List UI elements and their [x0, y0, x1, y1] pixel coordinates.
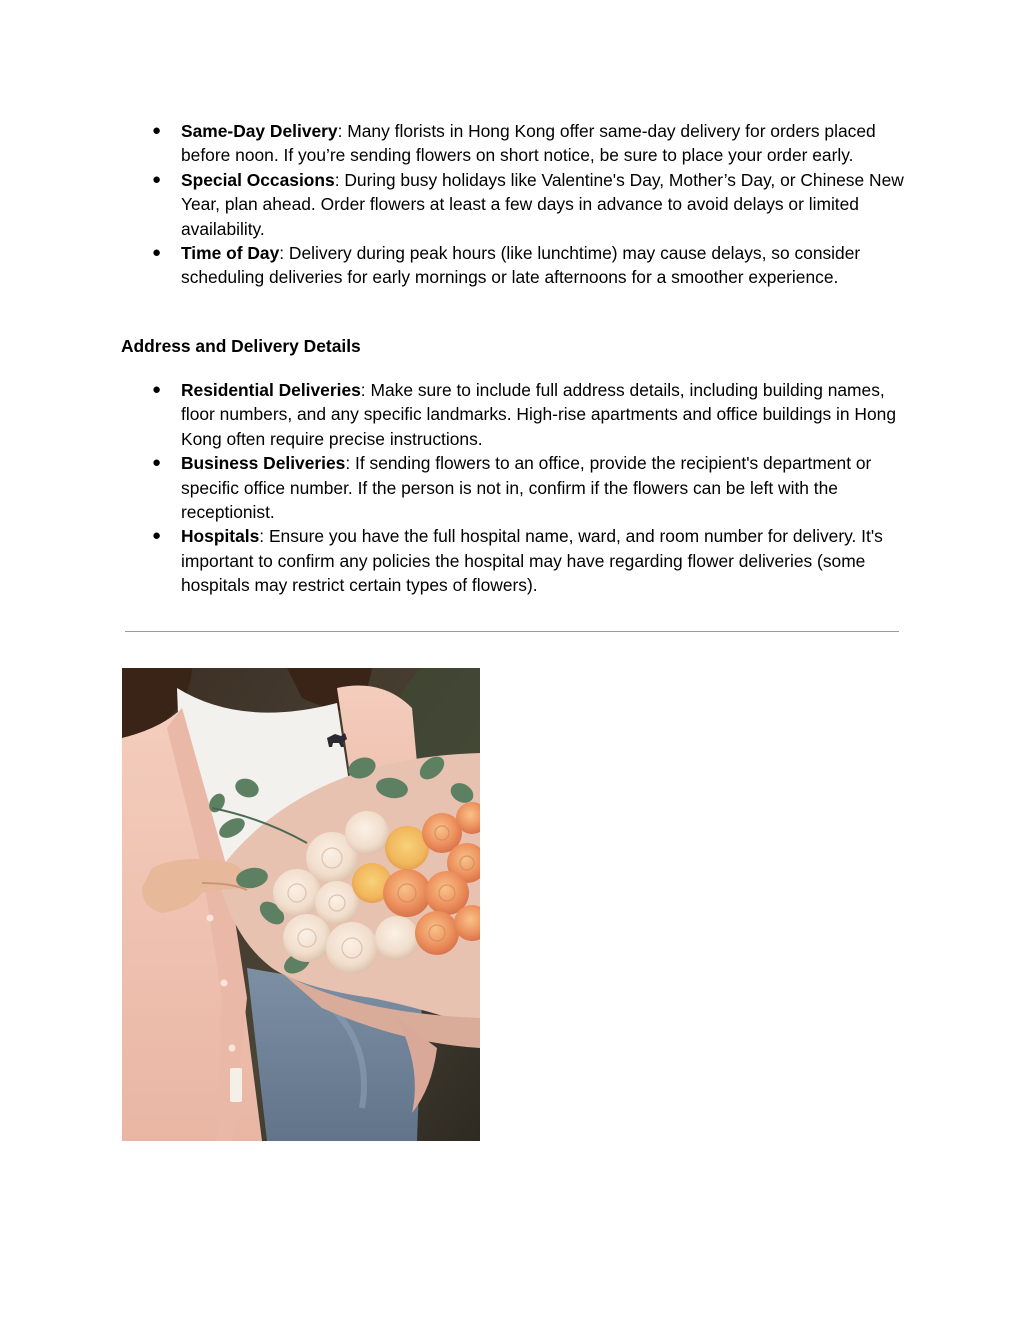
list-item — [152, 241, 912, 290]
flower-bouquet-photo — [122, 668, 480, 1141]
address-details-list — [152, 378, 912, 598]
list-item — [152, 378, 912, 451]
bullet-icon: ● — [152, 527, 162, 545]
bullet-icon: ● — [152, 170, 162, 188]
bullet-icon: ● — [152, 381, 162, 398]
section-heading: Address and Delivery Details — [121, 336, 361, 356]
item-term: Time of Day — [181, 243, 280, 264]
bullet-icon: ● — [152, 454, 162, 472]
horizontal-divider — [125, 631, 899, 632]
list-item — [152, 119, 912, 168]
item-term: Same-Day Delivery — [181, 121, 338, 141]
item-term: Business Deliveries — [181, 453, 346, 474]
list-item — [152, 451, 912, 524]
item-text: : Delivery during peak hours (like lunchtime) may cause delays, so consider scheduling deliveries for early mornings or late afternoons for a smoother experience. — [181, 243, 861, 288]
list-item — [152, 524, 912, 597]
delivery-timing-list — [152, 119, 912, 290]
bullet-icon: ● — [152, 122, 162, 139]
item-text: : During busy holidays like Valentine's Day, Mother’s Day, or Chinese New Year, plan ahead. Order flowers at least a few days in advance to avoid delays or limited availability. — [181, 169, 904, 239]
item-text: : Ensure you have the full hospital name, ward, and room number for delivery. It's important to confirm any policies the hospital may have regarding flower deliveries (some hospitals may restrict certain types of flowers). — [181, 526, 883, 596]
list-item — [152, 168, 912, 241]
item-term: Special Occasions — [181, 169, 335, 190]
item-text: : Make sure to include full address details, including building names, floor numbers, and any specific landmarks. High-rise apartments and office buildings in Hong Kong often require precise instructions. — [181, 380, 896, 449]
bullet-icon: ● — [152, 244, 162, 262]
item-term: Hospitals — [181, 526, 260, 547]
item-text: : Many florists in Hong Kong offer same-day delivery for orders placed before noon. If you’re sending flowers on short notice, be sure to place your order early. — [181, 121, 876, 166]
item-text: : If sending flowers to an office, provide the recipient's department or specific office number. If the person is not in, confirm if the flowers can be left with the receptionist. — [181, 453, 872, 523]
item-term: Residential Deliveries — [181, 380, 361, 400]
